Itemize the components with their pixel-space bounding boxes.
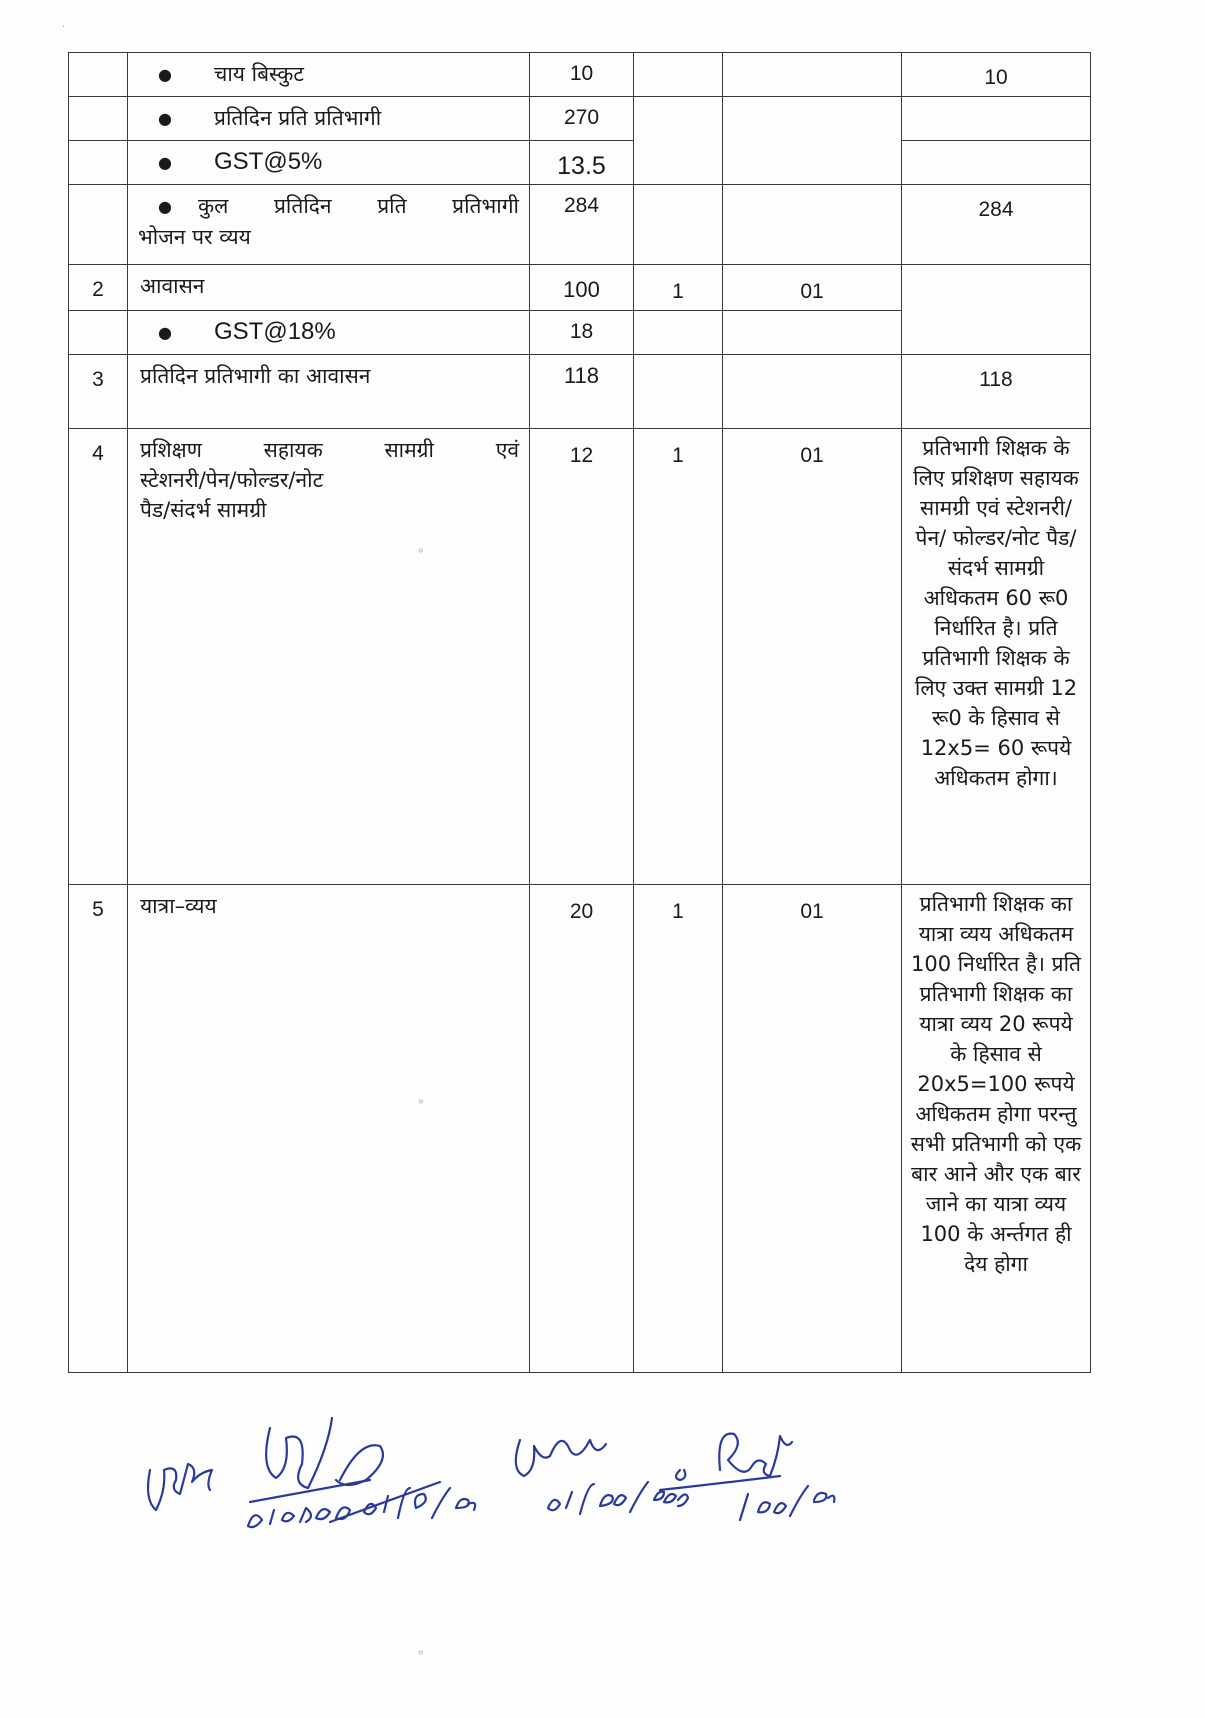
serial-cell: 5 [69,885,128,1373]
scan-speck-icon: · [62,22,66,33]
bullet-icon: ● [158,323,172,342]
signature-4 [516,1440,688,1514]
table-row [69,429,1091,885]
days-cell: 01 [723,429,902,885]
description-line-3: पैड/संदर्भ सामग्री [140,498,267,522]
description-cell [128,429,530,885]
total-cell: 284 [902,185,1091,265]
table-row [69,265,1091,311]
rate-cell: 13.5 [530,141,634,185]
description-cell [128,141,530,185]
serial-cell [69,141,128,185]
qty-cell [634,311,723,355]
table-row [69,97,1091,141]
description-line-2: भोजन पर व्यय [138,225,251,249]
signature-1 [148,1464,212,1510]
qty-cell: 1 [634,429,723,885]
description-cell: यात्रा–व्यय [128,885,530,1373]
total-cell: 10 [902,53,1091,97]
rate-cell: 284 [530,185,634,265]
days-cell [723,311,902,355]
rate-cell: 270 [530,97,634,141]
rate-cell: 12 [530,429,634,885]
remark-cell: प्रतिभागी शिक्षक का यात्रा व्यय अधिकतम 100 निर्धारित है। प्रति प्रतिभागी शिक्षक का यात्रा व्यय 20 रूपये के हिसाव से 20x5=100 रूपये अधिकतम होगा परन्तु सभी प्रतिभागी को एक बार आने और एक बार जाने का यात्रा व्यय 100 के अर्न्तगत ही देय होगा [902,885,1091,1373]
scan-speck-icon: ⸰ [418,1097,424,1108]
description-line-2: स्टेशनरी/पेन/फोल्डर/नोट [140,468,324,492]
rate-cell: 118 [530,355,634,429]
qty-cell [634,53,723,97]
rate-cell: 100 [530,265,634,311]
total-cell [902,97,1091,141]
scan-speck-icon: ⸰ [418,1648,424,1659]
description-cell [128,311,530,355]
days-cell: 01 [723,885,902,1373]
description-cell [128,53,530,97]
days-cell: 01 [723,265,902,311]
days-cell [723,97,902,185]
total-cell [902,141,1091,185]
days-cell [723,185,902,265]
bullet-icon: ● [158,109,172,128]
rate-cell: 20 [530,885,634,1373]
table-row [69,355,1091,429]
description-line-1: ● कुल प्रतिदिन प्रति प्रतिभागी [158,191,519,222]
bullet-icon: ● [158,65,172,84]
serial-cell [69,97,128,141]
signature-2 [248,1418,370,1527]
qty-cell [634,185,723,265]
qty-cell [634,355,723,429]
days-cell [723,53,902,97]
total-cell: 118 [902,355,1091,429]
description-text: चाय बिस्कुट [214,62,304,86]
qty-cell: 1 [634,265,723,311]
rate-cell: 10 [530,53,634,97]
table-row [69,885,1091,1373]
table-row [69,53,1091,97]
signature-5 [660,1434,834,1520]
rate-cell: 18 [530,311,634,355]
days-cell [723,355,902,429]
table-row [69,185,1091,265]
serial-cell: 2 [69,265,128,311]
qty-cell [634,97,723,185]
remark-cell: प्रतिभागी शिक्षक के लिए प्रशिक्षण सहायक सामग्री एवं स्टेशनरी/पेन/ फोल्डर/नोट पैड/संदर्भ सामग्री अधिकतम 60 रू0 निर्धारित है। प्रति प्रतिभागी शिक्षक के लिए उक्त सामग्री 12 रू0 के हिसाव से 12x5= 60 रूपये अधिकतम होगा। [902,429,1091,885]
description-cell [128,185,530,265]
table-row [69,141,1091,185]
cost-table [68,52,1091,1373]
signatures-area [140,1410,920,1580]
description-text: GST@5% [214,148,323,175]
description-cell [128,97,530,141]
qty-cell: 1 [634,885,723,1373]
serial-cell [69,311,128,355]
description-text: GST@18% [214,318,336,345]
serial-cell [69,53,128,97]
description-cell: आवासन [128,265,530,311]
bullet-icon: ● [158,197,172,216]
serial-cell: 4 [69,429,128,885]
serial-cell: 3 [69,355,128,429]
scan-speck-icon: ⸰ [418,546,424,557]
bullet-icon: ● [158,153,172,172]
description-line-1: प्रशिक्षण सहायक सामग्री एवं [140,438,519,462]
serial-cell [69,185,128,265]
description-text: प्रतिदिन प्रति प्रतिभागी [214,106,382,130]
total-cell [902,265,1091,355]
description-cell: प्रतिदिन प्रतिभागी का आवासन [128,355,530,429]
